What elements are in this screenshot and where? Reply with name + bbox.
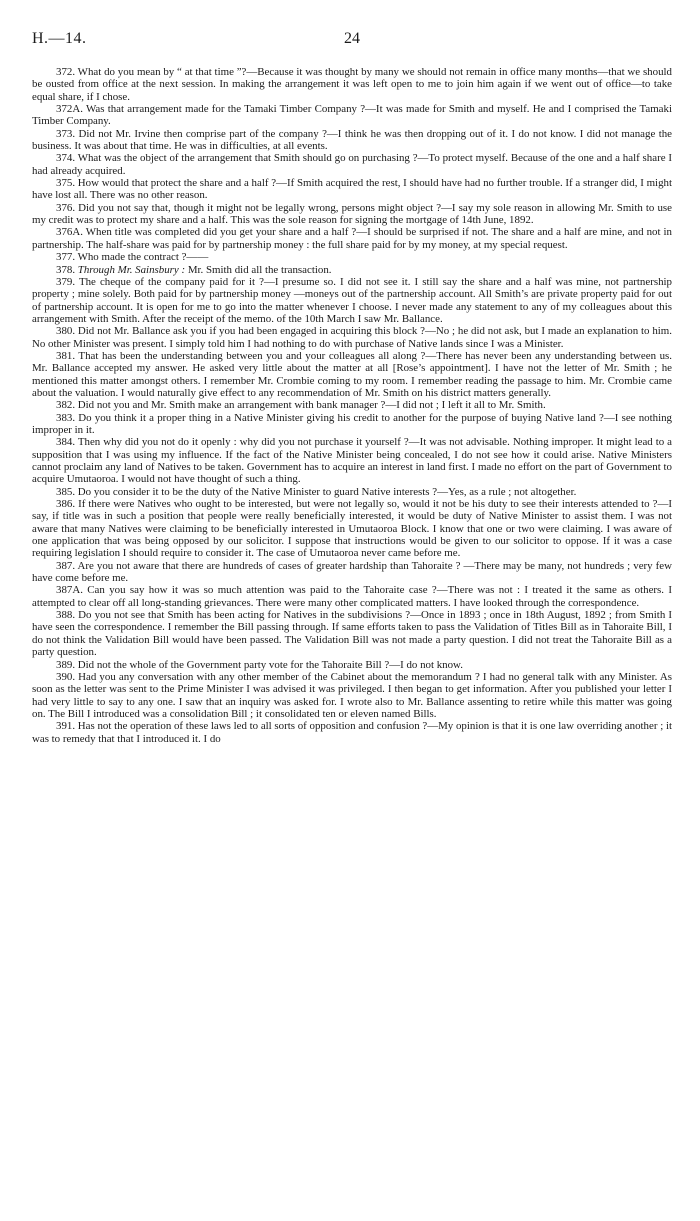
page-number: 24 [344,30,360,47]
paragraph-387: 387. Are you not aware that there are hundreds of cases of greater hardship than Tahoraite ? —There may be many, not hundreds ; very few have come before me. [32,559,672,585]
paragraph-377: 377. Who made the contract ?—— [56,251,209,264]
paragraph-384: 384. Then why did you not do it openly : why did you not purchase it yourself ?—It was not advisable. Nothing improper. It might lead to a supposition that I was using my influence. If the fact of the Native Minister being concealed, I do not see how it could arise. Native Ministers cannot proclaim any land of Natives to be taken. Government has to acquire an interest in land first. I made no effort on the part of Government to acquire Umutaoroa. I would not have thought of such a thing. [32,436,672,486]
paragraph-381: 381. That has been the understanding between you and your colleagues all along ?—There has never been any understanding between us. Mr. Ballance accepted my answer. He asked very little about the matter at all [Rose’s appointment]. I have not the letter of Mr. Smith ; he mentioned this matter amongst others. I remember Mr. Crombie coming to my room. I remember reading the passage to him. Mr. Crombie came about the valuation. I would naturally give effect to any recommendation of Mr. Smith on his district matters generally. [32,349,672,399]
paragraph-379: 379. The cheque of the company paid for it ?—I presume so. I did not see it. I still say the share and a half was mine, not partnership property ; mine solely. Both paid for by partnership money —moneys out of the partnership account. All Smith’s are private property paid for out of partnership account. It is open for me to go into the matter whenever I choose. I never made any statement to any of my colleagues about this arrangement with Smith. After the receipt of the memo. of the 10th March I saw Mr. Ballance. [32,275,672,325]
paragraph-391: 391. Has not the operation of these laws led to all sorts of opposition and confusion ?—My opinion is that it is one law overriding another ; it was to remedy that that I introduced it. I do [32,720,672,745]
paragraph-388: 388. Do you not see that Smith has been acting for Natives in the subdivisions ?—Once in 1893 ; once in 18th August, 1892 ; from Smith I have seen the correspondence. I remember the Bill passing through. If same efforts taken to pass the Validation of Titles Bill as in Tahoraite Bill, I do not think the Validation Bill would have been passed. The Validation Bill was not made a party question. I did not treat the Tahoraite Bill as a party question. [32,609,672,659]
paragraph-387a: 387A. Can you say how it was so much attention was paid to the Tahoraite case ?—There was not : I treated it the same as others. I attempted to clear off all long-standing grievances. There were many other complicated matters. I have looked through the correspondence. [32,584,672,609]
paragraph-390: 390. Had you any conversation with any other member of the Cabinet about the memorandum ? I had no general talk with any Minister. As soon as the letter was sent to the Prime Minister I was advised it was privileged. I then began to get information. After you published your letter I had very little to say to any one. I saw that an inquiry was asked for. I wrote also to Mr. Ballance assenting to retire while this matter was going on. The Bill I introduced was a consolidation Bill ; it consolidated ten or eleven named Bills. [32,670,672,720]
document-body [32,66,672,745]
page-header [32,30,672,52]
paragraph-376: 376. Did you not say that, though it might not be legally wrong, persons might object ?—I say my sole reason in allowing Mr. Smith to use my credit was to protect my share and a half. This was the sole reason for signing the mortgage of 14th June, 1892. [32,201,672,227]
paragraph-372: 372. What do you mean by “ at that time ”?—Because it was thought by many we should not remain in office many months—that we should be ousted from office at the next session. In making the arrangement it was left open to me to join him again if we went out of office—to take equal share, if I chose. [32,66,672,103]
paragraph-375: 375. How would that protect the share and a half ?—If Smith acquired the rest, I should have had no further trouble. If a stranger did, I might have lost all. There was no other reason. [32,177,672,202]
paragraph-378-rest: Mr. Smith did all the transaction. [185,263,332,276]
paragraph-372a: 372A. Was that arrangement made for the Tamaki Timber Company ?—It was made for Smith and myself. He and I comprised the Tamaki Timber Company. [32,103,672,128]
paragraph-382: 382. Did not you and Mr. Smith make an arrangement with bank manager ?—I did not ; I left it all to Mr. Smith. [56,399,546,412]
paragraph-373: 373. Did not Mr. Irvine then comprise part of the company ?—I think he was then dropping out of it. I do not know. I did not manage the business. It was about that time. He was in difficulties, at all events. [32,127,672,153]
paragraph-385: 385. Do you consider it to be the duty of the Native Minister to guard Native interests ?—Yes, as a rule ; not altogether. [56,485,577,498]
paragraph-380: 380. Did not Mr. Ballance ask you if you had been engaged in acquiring this block ?—No ; he did not ask, but I made an explanation to him. No other Minister was present. I simply told him I had nothing to do with purchase of Native lands since I was a Minister. [32,325,672,350]
document-reference: H.—14. [32,30,87,47]
paragraph-378 [32,264,672,276]
paragraph-389: 389. Did not the whole of the Government party vote for the Tahoraite Bill ?—I do not know. [56,658,463,671]
paragraph-378-italic: Through Mr. Sainsbury : [77,263,186,276]
paragraph-386: 386. If there were Natives who ought to be interested, but were not legally so, would it not be his duty to see their interests attended to ?—I say, if title was in such a position that people were really beneficially interested, it would be duty of Native Minister to assist them. I was not aware that many Natives were claiming to be beneficially interested in Umutaoroa Block. I know that one or two were claiming. I was aware of one application that was being opposed by our solicitor. I suppose that instructions would be given to our solicitor to oppose. If it was a case requiring legislation I should require to consider it. The case of Umutaoroa never came before me. [32,498,672,560]
paragraph-378-number: 378. [56,263,78,276]
paragraph-376a: 376A. When title was completed did you get your share and a half ?—I should be surprised if not. The share and a half are mine, and not in partnership. The half-share was paid for by partnership money : the full share paid for by my money, at my special request. [32,226,672,251]
paragraph-374: 374. What was the object of the arrangement that Smith should go on purchasing ?—To protect myself. Because of the one and a half share I had already acquired. [32,152,672,177]
paragraph-383: 383. Do you think it a proper thing in a Native Minister giving his credit to another for the purpose of buying Native land ?—I see nothing improper in it. [32,411,672,436]
